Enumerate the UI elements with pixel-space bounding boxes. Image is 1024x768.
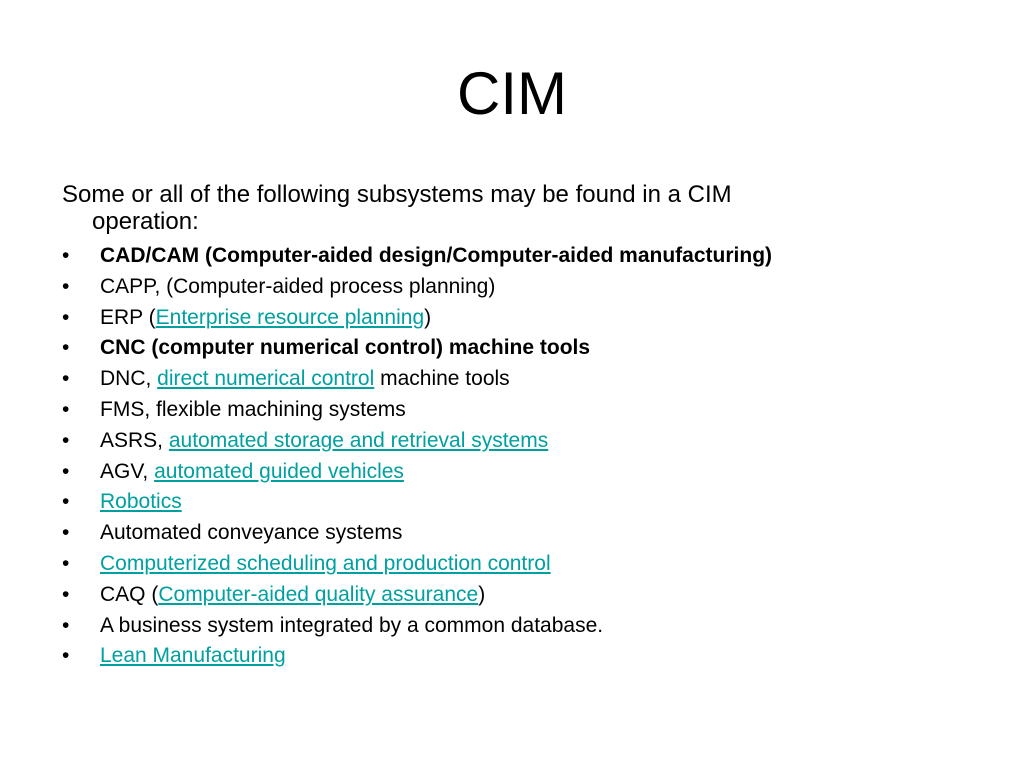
link-automated-storage-and-retrieval-systems[interactable]: automated storage and retrieval systems bbox=[168, 428, 549, 452]
bullet-icon: • bbox=[62, 521, 70, 545]
link-lean-manufacturing[interactable]: Lean Manufacturing bbox=[100, 644, 286, 668]
bullet-icon: • bbox=[62, 244, 70, 267]
intro-line-1: Some or all of the following subsystems may be found in a CIM bbox=[62, 181, 732, 208]
item-text: CNC (computer numerical control) machine tools bbox=[100, 336, 591, 360]
list-item-business-system bbox=[62, 611, 962, 642]
item-prefix: ASRS, bbox=[100, 428, 169, 452]
slide-title: CIM bbox=[457, 60, 567, 127]
list-item-agv bbox=[62, 457, 962, 488]
bullet-icon: • bbox=[62, 551, 70, 575]
intro-text bbox=[62, 181, 942, 235]
item-prefix: DNC, bbox=[100, 367, 158, 391]
link-computer-aided-quality-assurance[interactable]: Computer-aided quality assurance bbox=[158, 582, 479, 606]
list-item-robotics bbox=[62, 487, 962, 518]
bullet-icon: • bbox=[62, 397, 70, 421]
item-suffix: ) bbox=[478, 582, 486, 606]
list-item-asrs bbox=[62, 426, 962, 457]
list-item-cad-cam bbox=[62, 241, 962, 272]
list-item-caq bbox=[62, 580, 962, 611]
link-robotics[interactable]: Robotics bbox=[100, 490, 182, 514]
item-prefix: AGV, bbox=[100, 459, 155, 483]
list-item-conveyance bbox=[62, 518, 962, 549]
intro-line-2: operation: bbox=[92, 208, 199, 235]
item-text: CAPP, (Computer-aided process planning) bbox=[100, 274, 496, 298]
item-prefix: ERP ( bbox=[100, 305, 156, 329]
list-item-erp bbox=[62, 303, 962, 334]
item-text: A business system integrated by a common database. bbox=[100, 613, 604, 637]
list-item-dnc bbox=[62, 364, 962, 395]
bullet-icon: • bbox=[62, 336, 70, 360]
link-computerized-scheduling[interactable]: Computerized scheduling and production control bbox=[100, 551, 551, 575]
item-text: CAD/CAM (Computer-aided design/Computer-aided manufacturing) bbox=[100, 244, 773, 267]
list-item-fms bbox=[62, 395, 962, 426]
bullet-icon: • bbox=[62, 644, 70, 668]
bullet-icon: • bbox=[62, 305, 70, 329]
bullet-icon: • bbox=[62, 367, 70, 391]
subsystem-list bbox=[62, 241, 962, 672]
list-item-scheduling bbox=[62, 549, 962, 580]
link-automated-guided-vehicles[interactable]: automated guided vehicles bbox=[154, 459, 404, 483]
item-text: FMS, flexible machining systems bbox=[100, 397, 406, 421]
link-direct-numerical-control[interactable]: direct numerical control bbox=[157, 367, 375, 391]
bullet-icon: • bbox=[62, 613, 70, 637]
item-text: Automated conveyance systems bbox=[100, 521, 403, 545]
bullet-icon: • bbox=[62, 274, 70, 298]
list-item-lean bbox=[62, 641, 962, 672]
link-enterprise-resource-planning[interactable]: Enterprise resource planning bbox=[155, 305, 425, 329]
bullet-icon: • bbox=[62, 428, 70, 452]
bullet-icon: • bbox=[62, 582, 70, 606]
item-prefix: CAQ ( bbox=[100, 582, 159, 606]
item-suffix: machine tools bbox=[374, 367, 510, 391]
list-item-cnc bbox=[62, 333, 962, 364]
list-item-capp bbox=[62, 272, 962, 303]
bullet-icon: • bbox=[62, 459, 70, 483]
item-suffix: ) bbox=[424, 305, 432, 329]
bullet-icon: • bbox=[62, 490, 70, 514]
